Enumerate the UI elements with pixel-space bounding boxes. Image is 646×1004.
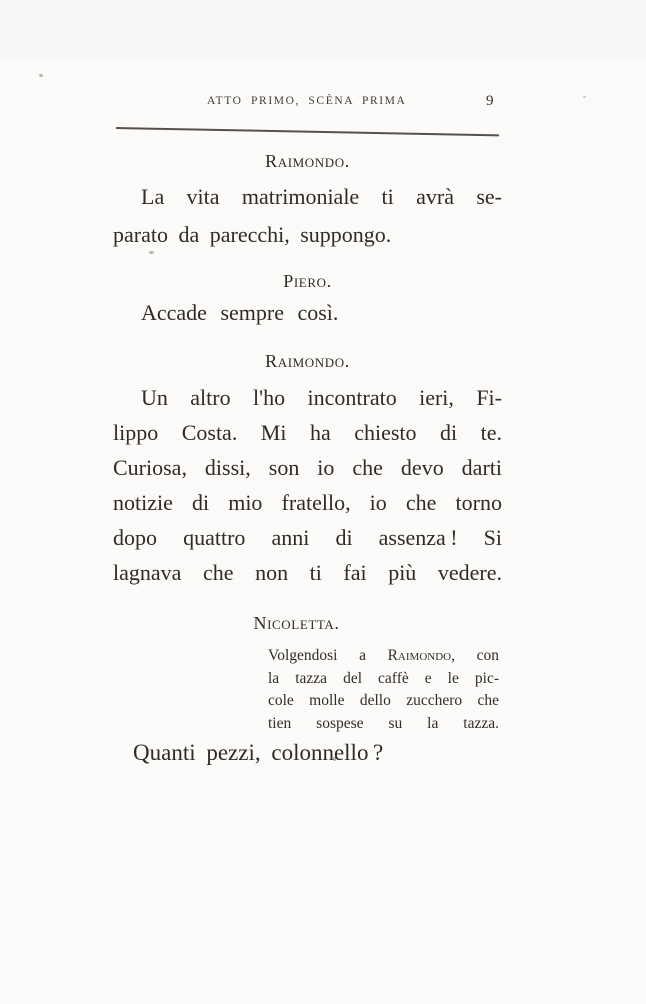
stage-direction-character-name: Raimondo	[387, 647, 452, 664]
dialogue-line: parato da parecchi, suppongo.	[113, 222, 392, 247]
dialogue-line: lippo Costa. Mi ha chiesto di te.	[113, 420, 502, 445]
speaker-name-piero: Piero.	[283, 271, 332, 291]
dialogue-paragraph-1	[113, 178, 502, 254]
stage-direction-text: Volgendosi a	[268, 647, 388, 664]
dialogue-line: notizie di mio fratello, io che torno	[113, 490, 502, 515]
dialogue-line: Accade sempre così.	[141, 300, 339, 325]
stage-direction-line: cole molle dello zucchero che	[268, 692, 499, 710]
stage-direction	[268, 645, 499, 735]
page-number: 9	[486, 93, 494, 109]
speaker-name-raimondo-2: Raimondo.	[265, 351, 350, 371]
stage-direction-line: tien sospese su la tazza.	[268, 714, 499, 732]
dialogue-line: dopo quattro anni di assenza ! Si	[113, 525, 502, 550]
paper-speck	[39, 73, 44, 77]
dialogue-line: lagnava che non ti fai più vedere.	[113, 560, 502, 585]
header-rule	[116, 127, 499, 136]
dialogue-line: Un altro l'ho incontrato ieri, Fi-	[141, 385, 502, 410]
stage-direction-text: , con	[451, 647, 499, 664]
dialogue-line: Curiosa, dissi, son io che devo darti	[113, 455, 502, 480]
speaker-name-nicoletta: Nicoletta.	[253, 613, 340, 633]
dialogue-line: Quanti pezzi, colonnello ?	[133, 740, 384, 765]
speaker-name-raimondo-1: Raimondo.	[265, 151, 350, 171]
dialogue-line: La vita matrimoniale ti avrà se-	[141, 184, 502, 209]
running-header-title: ATTO PRIMO, SCÈNA PRIMA	[207, 95, 407, 107]
paper-speck	[583, 96, 586, 98]
dialogue-paragraph-2	[113, 380, 502, 590]
stage-direction-line: la tazza del caffè e le pic-	[268, 669, 499, 687]
stage-direction-line	[268, 645, 499, 668]
